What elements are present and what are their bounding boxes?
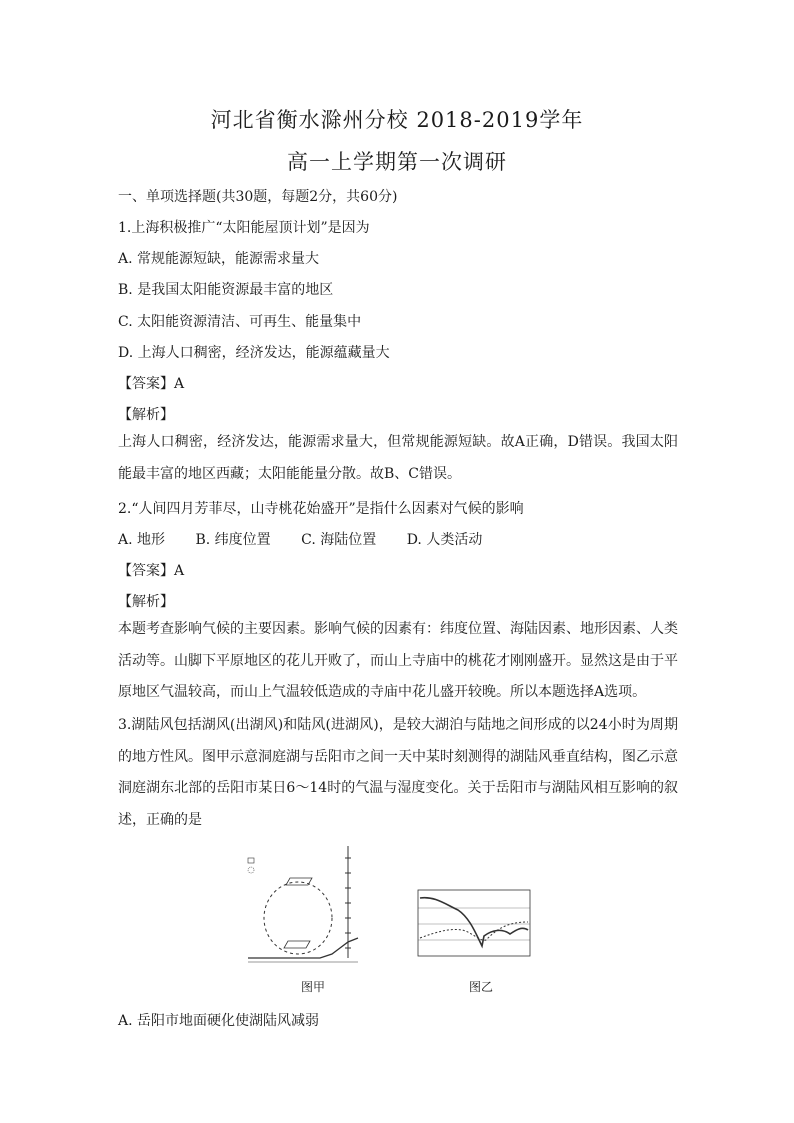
q1-analysis: 上海人口稠密，经济发达，能源需求量大，但常规能源短缺。故A正确，D错误。我国太阳能最丰富的地区西藏；太阳能能量分散。故B、C错误。 <box>118 434 678 482</box>
doc-title-line2: 高一上学期第一次调研 <box>287 150 507 174</box>
doc-title-line1: 河北省衡水滁州分校 2018-2019学年 <box>210 108 584 132</box>
figure-caption-jia: 图甲 <box>301 980 326 994</box>
q2-analysis-label: 【解析】 <box>118 594 174 610</box>
q1-option-a: A. 常规能源短缺，能源需求量大 <box>118 251 320 267</box>
q1-option-c: C. 太阳能资源清洁、可再生、能量集中 <box>118 314 362 330</box>
figure-jia <box>248 846 358 962</box>
q3-option-a: A. 岳阳市地面硬化使湖陆风减弱 <box>118 1013 320 1029</box>
q1-analysis-label: 【解析】 <box>118 407 174 423</box>
q2-option-a: A. 地形 <box>118 532 166 548</box>
q2-option-c: C. 海陆位置 <box>301 532 377 548</box>
section-heading: 一、单项选择题(共30题，每题2分，共60分) <box>118 189 398 205</box>
q2-stem: 2.“人间四月芳菲尽，山寺桃花始盛开”是指什么因素对气候的影响 <box>118 501 524 517</box>
q2-option-d: D. 人类活动 <box>406 532 483 548</box>
figure-yi <box>418 890 530 956</box>
q2-answer: 【答案】A <box>118 563 185 579</box>
q2-option-b: B. 纬度位置 <box>195 532 271 548</box>
q3-figures <box>240 838 540 998</box>
q2-analysis: 本题考查影响气候的主要因素。影响气候的因素有：纬度位置、海陆因素、地形因素、人类活动等。山脚下平原地区的花儿开败了，而山上寺庙中的桃花才刚刚盛开。显然这是由于平原地区气温较高，而山上气温较低造成的寺庙中花儿盛开较晚。所以本题选择A选项。 <box>118 621 678 700</box>
q2-options <box>118 530 688 550</box>
q1-option-d: D. 上海人口稠密，经济发达，能源蕴藏量大 <box>118 345 390 361</box>
q1-option-b: B. 是我国太阳能资源最丰富的地区 <box>118 282 334 298</box>
q1-stem: 1.上海积极推广“太阳能屋顶计划”是因为 <box>118 220 370 236</box>
q3-figure-drawing <box>240 838 540 998</box>
q1-answer: 【答案】A <box>118 376 185 392</box>
figure-caption-yi: 图乙 <box>469 980 494 994</box>
q3-stem: 3.湖陆风包括湖风(出湖风)和陆风(进湖风)，是较大湖泊与陆地之间形成的以24小时为周期的地方性风。图甲示意洞庭湖与岳阳市之间一天中某时刻测得的湖陆风垂直结构，图乙示意洞庭湖东北部的岳阳市某日6～14时的气温与湿度变化。关于岳阳市与湖陆风相互影响的叙述，正确的是 <box>118 717 678 828</box>
